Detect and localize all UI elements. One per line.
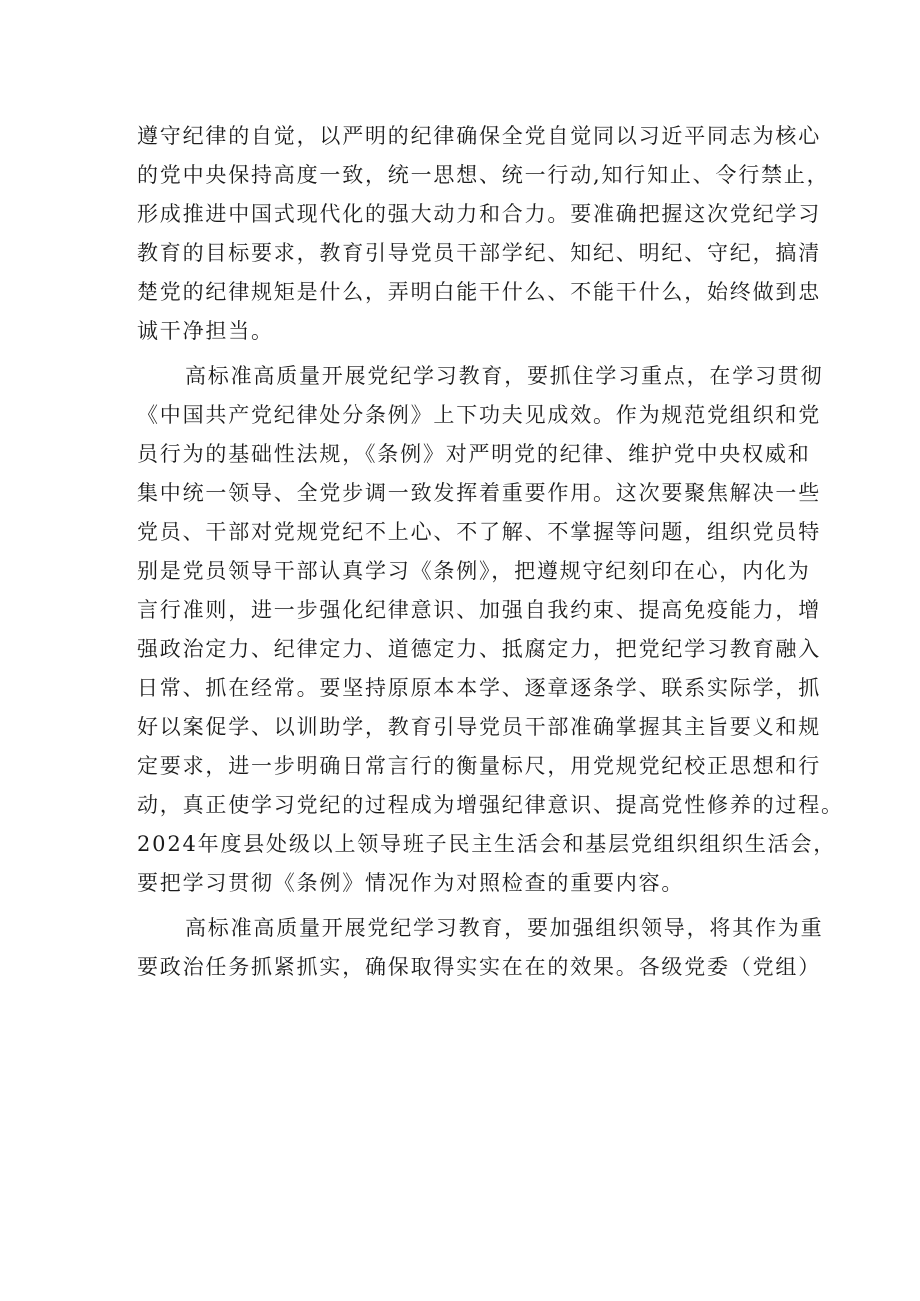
text-line: 形成推进中国式现代化的强大动力和合力。要准确把握这次党纪学习 xyxy=(137,202,821,226)
text-line: 好以案促学、以训助学，教育引导党员干部准确掌握其主旨要义和规 xyxy=(137,715,821,739)
text-line: 高标准高质量开展党纪学习教育，要加强组织领导，将其作为重 xyxy=(185,916,824,940)
text-line: 的党中央保持高度一致，统一思想、统一行动,知行知止、令行禁止， xyxy=(137,163,830,187)
text-line: 诚干净担当。 xyxy=(137,319,274,343)
text-line: 楚党的纪律规矩是什么，弄明白能干什么、不能干什么，始终做到忠 xyxy=(137,280,821,304)
text-line: 教育的目标要求，教育引导党员干部学纪、知纪、明纪、守纪，搞清 xyxy=(137,241,821,265)
text-line: 动，真正使学习党纪的过程成为增强纪律意识、提高党性修养的过程。 xyxy=(137,793,844,817)
text-line: 党员、干部对党规党纪不上心、不了解、不掌握等问题，组织党员特 xyxy=(137,520,821,544)
document-body xyxy=(137,117,844,987)
paragraph xyxy=(137,117,830,351)
text-line: 强政治定力、纪律定力、道德定力、抵腐定力，把党纪学习教育融入 xyxy=(137,637,821,661)
text-line: 要政治任务抓紧抓实，确保取得实实在在的效果。各级党委（党组） xyxy=(137,955,821,979)
text-line: 《中国共产党纪律处分条例》上下功夫见成效。作为规范党组织和党 xyxy=(137,403,821,427)
text-line: 别是党员领导干部认真学习《条例》，把遵规守纪刻印在心，内化为 xyxy=(137,559,811,583)
text-line: 定要求，进一步明确日常言行的衡量标尺，用党规党纪校正思想和行 xyxy=(137,754,821,778)
text-line: 员行为的基础性法规，《条例》对严明党的纪律、维护党中央权威和 xyxy=(137,442,811,466)
text-line: 日常、抓在经常。要坚持原原本本学、逐章逐条学、联系实际学，抓 xyxy=(137,676,821,700)
paragraph xyxy=(137,357,844,903)
text-line: 2024年度县处级以上领导班子民主生活会和基层党组织组织生活会， xyxy=(137,832,837,856)
text-line: 遵守纪律的自觉，以严明的纪律确保全党自觉同以习近平同志为核心 xyxy=(137,124,821,148)
text-line: 高标准高质量开展党纪学习教育，要抓住学习重点，在学习贯彻 xyxy=(185,364,824,388)
text-line: 言行准则，进一步强化纪律意识、加强自我约束、提高免疫能力，增 xyxy=(137,598,821,622)
text-line: 要把学习贯彻《条例》情况作为对照检查的重要内容。 xyxy=(137,871,685,895)
text-line: 集中统一领导、全党步调一致发挥着重要作用。这次要聚焦解决一些 xyxy=(137,481,821,505)
paragraph xyxy=(137,909,824,987)
